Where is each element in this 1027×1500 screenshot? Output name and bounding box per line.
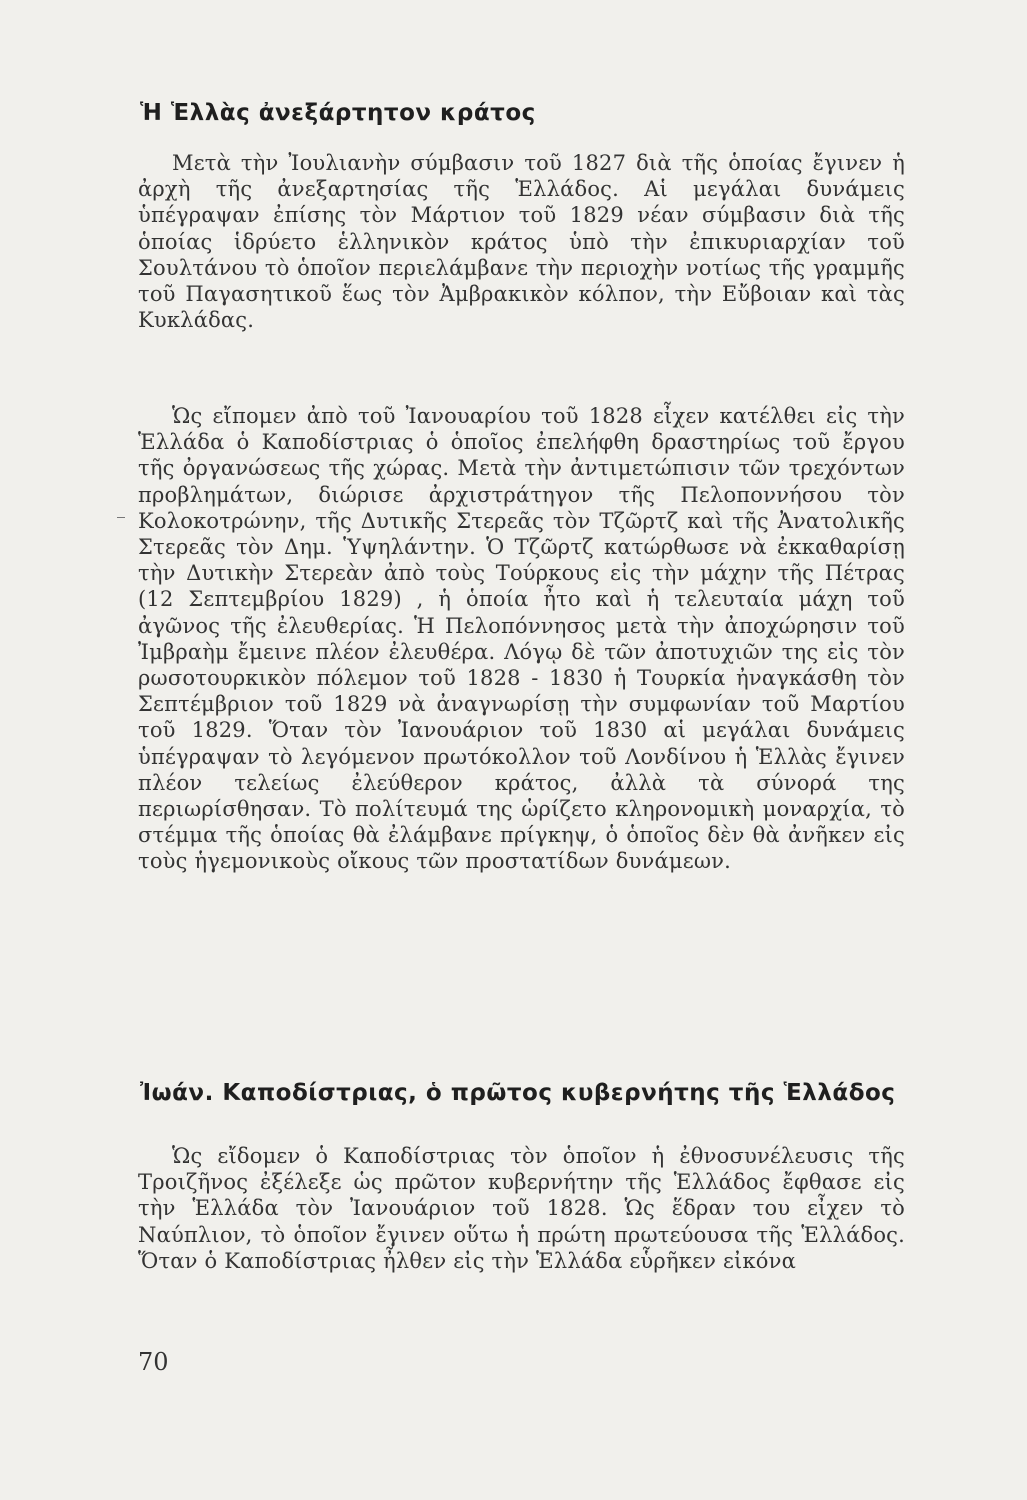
margin-mark (117, 517, 125, 518)
section-heading-greece-independent-state: Ἡ Ἑλλὰς ἀνεξάρτητον κράτος (140, 100, 536, 126)
paragraph-kapodistrias-first-governor: Ὡς εἴδομεν ὁ Καποδίστριας τὸν ὁποῖον ἡ ἐθνοσυνέλευσις τῆς Τροιζῆνος ἐξέλεξε ὡς πρῶτον κυβερνήτην τῆς Ἑλλάδος ἔφθασε εἰς τὴν Ἑλλάδα τὸν Ἰανουάριον τοῦ 1828. Ὡς ἕδραν του εἶχεν τὸ Ναύπλιον, τὸ ὁποῖον ἔγινεν οὕτω ἡ πρώτη πρωτεύουσα τῆς Ἑλλάδος. Ὅταν ὁ Καποδίστριας ἦλθεν εἰς τὴν Ἑλλάδα εὗρῆκεν εἰκόνα (138, 1144, 905, 1273)
page-number: 70 (138, 1348, 169, 1376)
section-heading-kapodistrias: Ἰωάν. Καποδίστριας, ὁ πρῶτος κυβερνήτης τῆς Ἑλλάδος (140, 1080, 896, 1106)
paragraph-kapodistrias-organization: Ὡς εἴπομεν ἀπὸ τοῦ Ἰανουαρίου τοῦ 1828 εἶχεν κατέλθει εἰς τὴν Ἑλλάδα ὁ Καποδίστριας ὁ ὁποῖος ἐπελήφθη δραστηρίως τοῦ ἔργου τῆς ὀργανώσεως τῆς χώρας. Μετὰ τὴν ἀντιμετώπισιν τῶν τρεχόντων προβλημάτων, διώρισε ἀρχιστράτηγον τῆς Πελοποννήσου τὸν Κολοκοτρώνην, τῆς Δυτικῆς Στερεᾶς τὸν Τζῶρτζ καὶ τῆς Ἀνατολικῆς Στερεᾶς τὸν Δημ. Ὑψηλάντην. Ὁ Τζῶρτζ κατώρθωσε νὰ ἐκκαθαρίσῃ τὴν Δυτικὴν Στερεὰν ἀπὸ τοὺς Τούρκους εἰς τὴν μάχην τῆς Πέτρας (12 Σεπτεμβρίου 1829) , ἡ ὁποία ἦτο καὶ ἡ τελευταία μάχη τοῦ ἀγῶνος τῆς ἐλευθερίας. Ἡ Πελοπόννησος μετὰ τὴν ἀποχώρησιν τοῦ Ἰμβραὴμ ἔμεινε πλέον ἐλευθέρα. Λόγῳ δὲ τῶν ἀποτυχιῶν της εἰς τὸν ρωσοτουρκικὸν πόλεμον τοῦ 1828 - 1830 ἡ Τουρκία ἠναγκάσθη τὸν Σεπτέμβριον τοῦ 1829 νὰ ἀναγνωρίσῃ τὴν συμφωνίαν τοῦ Μαρτίου τοῦ 1829. Ὅταν τὸν Ἰανουάριον τοῦ 1830 αἱ μεγάλαι δυνάμεις ὑπέγραψαν τὸ λεγόμενον πρωτόκολλον τοῦ Λονδίνου ἡ Ἑλλὰς ἔγινεν πλέον τελείως ἐλεύθερον κράτος, ἀλλὰ τὰ σύνορά της περιωρίσθησαν. Τὸ πολίτευμά της ὡρίζετο κληρονομικὴ μοναρχία, τὸ στέμμα τῆς ὁποίας θὰ ἐλάμβανε πρίγκηψ, ὁ ὁποῖος δὲν θὰ ἀνῆκεν εἰς τοὺς ἡγεμονικοὺς οἴκους τῶν προστατίδων δυνάμεων. (138, 404, 905, 874)
paragraph-treaty-1827: Μετὰ τὴν Ἰουλιανὴν σύμβασιν τοῦ 1827 διὰ τῆς ὁποίας ἔγινεν ἡ ἀρχὴ τῆς ἀνεξαρτησίας τῆς Ἑλλάδος. Αἱ μεγάλαι δυνάμεις ὑπέγραψαν ἐπίσης τὸν Μάρτιον τοῦ 1829 νέαν σύμβασιν διὰ τῆς ὁποίας ἱδρύετο ἑλληνικὸν κράτος ὑπὸ τὴν ἐπικυριαρχίαν τοῦ Σουλτάνου τὸ ὁποῖον περιελάμβανε τὴν περιοχὴν νοτίως τῆς γραμμῆς τοῦ Παγασητικοῦ ἕως τὸν Ἀμβρακικὸν κόλπον, τὴν Εὔβοιαν καὶ τὰς Κυκλάδας. (138, 151, 905, 333)
